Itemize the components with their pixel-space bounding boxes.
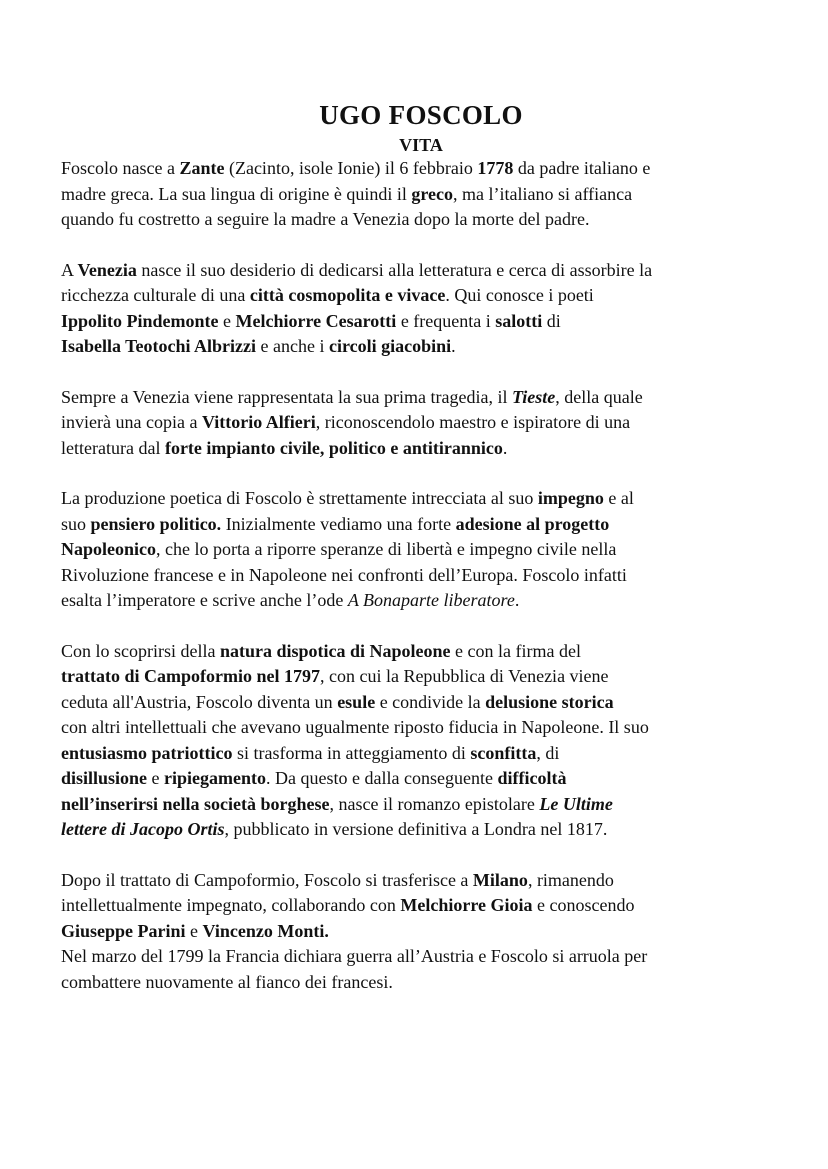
document-body <box>61 156 781 995</box>
text-run: Rivoluzione francese e in Napoleone nei confronti dell’Europa. Foscolo infatti <box>61 564 627 585</box>
text-run: . <box>451 336 456 356</box>
text-run: si trasforma in atteggiamento di <box>232 742 471 763</box>
text-line <box>61 664 781 690</box>
text-run: e condivide la <box>375 691 486 712</box>
text-line <box>61 334 781 360</box>
bold-text: Giuseppe Parini <box>61 920 186 941</box>
text-run: invierà una copia a <box>61 412 202 432</box>
text-line <box>61 868 781 894</box>
text-line <box>61 563 781 589</box>
text-line <box>61 588 781 614</box>
text-run: ceduta all'Austria, Foscolo diventa un <box>61 691 338 712</box>
bold-text: difficoltà <box>497 768 567 788</box>
emphasized-text: Tieste <box>511 386 556 407</box>
text-run: e <box>218 310 236 331</box>
text-line <box>61 486 781 512</box>
paragraph <box>61 868 781 996</box>
text-run: , con cui la Repubblica di Venezia viene <box>319 666 609 686</box>
text-run: La produzione poetica di Foscolo è strettamente intrecciata al suo <box>61 488 538 508</box>
text-run: e al <box>603 488 634 508</box>
bold-text: forte impianto civile, politico e antitirannico <box>164 437 503 458</box>
text-run: , nasce il romanzo epistolare <box>329 793 540 814</box>
bold-text: Melchiorre Gioia <box>400 895 533 915</box>
text-run: ricchezza culturale di una <box>61 285 250 305</box>
text-line <box>61 410 781 436</box>
text-run: Foscolo nasce a <box>61 158 180 178</box>
text-line <box>61 385 781 411</box>
text-run: , rimanendo <box>527 869 614 890</box>
text-run: , ma l’italiano si affianca <box>453 183 633 204</box>
text-run: combattere nuovamente al fianco dei francesi. <box>61 971 393 992</box>
text-run: A <box>61 259 78 280</box>
text-run: , di <box>536 742 560 763</box>
text-line <box>61 919 781 945</box>
text-line <box>61 690 781 716</box>
paragraph <box>61 156 781 233</box>
paragraph <box>61 258 781 360</box>
bold-text: natura dispotica di Napoleone <box>219 640 451 661</box>
text-line <box>61 182 781 208</box>
text-run: . <box>514 590 520 610</box>
paragraph <box>61 486 781 614</box>
emphasized-text: lettere di Jacopo Ortis <box>61 819 225 839</box>
text-run: e frequenta i <box>396 310 496 331</box>
bold-text: Napoleonico <box>61 539 157 559</box>
bold-text: esule <box>337 691 376 712</box>
text-run: Sempre a Venezia viene rappresentata la sua prima tragedia, il <box>61 386 512 407</box>
text-line <box>61 207 781 233</box>
bold-text: sconfitta <box>470 742 537 763</box>
text-line <box>61 309 781 335</box>
bold-text: disillusione <box>61 768 148 788</box>
text-line <box>61 944 781 970</box>
text-run: , della quale <box>555 386 643 407</box>
document-title: UGO FOSCOLO <box>319 100 523 130</box>
text-run: Dopo il trattato di Campoformio, Foscolo si trasferisce a <box>61 869 473 890</box>
bold-text: Milano <box>472 869 528 890</box>
section-heading: VITA <box>399 135 443 155</box>
text-run: madre greca. La sua lingua di origine è quindi il <box>61 183 412 204</box>
bold-text: Venezia <box>77 259 137 280</box>
text-run: quando fu costretto a seguire la madre a Venezia dopo la morte del padre. <box>61 209 590 229</box>
text-run: letteratura dal <box>61 437 165 458</box>
bold-text: città cosmopolita e vivace <box>249 285 446 305</box>
bold-text: trattato di Campoformio nel 1797 <box>61 666 320 686</box>
text-run: . Da questo e dalla conseguente <box>266 768 498 788</box>
bold-text: adesione al progetto <box>455 513 610 534</box>
bold-text: Melchiorre Cesarotti <box>235 310 397 331</box>
bold-text: Isabella Teotochi Albrizzi <box>61 336 257 356</box>
bold-text: pensiero politico. <box>90 513 222 534</box>
text-line <box>61 436 781 462</box>
bold-text: Vittorio Alfieri <box>201 412 316 432</box>
text-run: e con la firma del <box>450 640 581 661</box>
text-line <box>61 512 781 538</box>
text-run: esalta l’imperatore e scrive anche l’ode <box>61 590 348 610</box>
text-run: . <box>502 437 508 458</box>
bold-text: ripiegamento <box>164 768 267 788</box>
text-run: , riconoscendolo maestro e ispiratore di una <box>315 412 631 432</box>
document-page <box>61 98 781 995</box>
text-line <box>61 741 781 767</box>
text-line <box>61 156 781 182</box>
text-line <box>61 715 781 741</box>
bold-text: Ippolito Pindemonte <box>61 310 219 331</box>
text-run: . Qui conosce i poeti <box>445 285 594 305</box>
text-line <box>61 639 781 665</box>
bold-text: Zante <box>179 158 225 178</box>
text-run: nasce il suo desiderio di dedicarsi alla letteratura e cerca di assorbire la <box>136 259 653 280</box>
text-run: e <box>185 920 203 941</box>
text-line <box>61 258 781 284</box>
text-run: Inizialmente vediamo una forte <box>221 513 456 534</box>
text-line <box>61 792 781 818</box>
text-line <box>61 537 781 563</box>
bold-text: circoli giacobini <box>328 336 452 356</box>
text-run: , pubblicato in versione definitiva a Londra nel 1817. <box>224 819 608 839</box>
text-line <box>61 970 781 996</box>
bold-text: impegno <box>537 488 604 508</box>
italic-text: A Bonaparte liberatore <box>347 590 515 610</box>
bold-text: Vincenzo Monti. <box>202 920 329 941</box>
text-run: e anche i <box>256 336 329 356</box>
bold-text: entusiasmo patriottico <box>61 742 233 763</box>
text-run: (Zacinto, isole Ionie) il 6 febbraio <box>224 158 478 178</box>
paragraph <box>61 385 781 462</box>
bold-text: 1778 <box>477 158 514 178</box>
text-line <box>61 766 781 792</box>
text-run: Nel marzo del 1799 la Francia dichiara guerra all’Austria e Foscolo si arruola per <box>61 946 648 966</box>
text-run: e <box>147 768 165 788</box>
text-run: con altri intellettuali che avevano ugualmente riposto fiducia in Napoleone. Il suo <box>61 717 649 737</box>
bold-text: greco <box>411 183 454 204</box>
text-line <box>61 893 781 919</box>
text-run: suo <box>61 513 91 534</box>
text-run: e conoscendo <box>532 895 635 915</box>
bold-text: nell’inserirsi nella società borghese <box>61 793 330 814</box>
text-run: intellettualmente impegnato, collaborando con <box>61 895 401 915</box>
text-run: di <box>542 310 561 331</box>
emphasized-text: Le Ultime <box>539 793 613 814</box>
text-line <box>61 283 781 309</box>
bold-text: delusione storica <box>485 691 614 712</box>
text-run: , che lo porta a riporre speranze di libertà e impegno civile nella <box>156 539 617 559</box>
paragraph <box>61 639 781 843</box>
text-run: Con lo scoprirsi della <box>61 640 220 661</box>
text-line <box>61 817 781 843</box>
bold-text: salotti <box>495 310 543 331</box>
text-run: da padre italiano e <box>513 158 651 178</box>
